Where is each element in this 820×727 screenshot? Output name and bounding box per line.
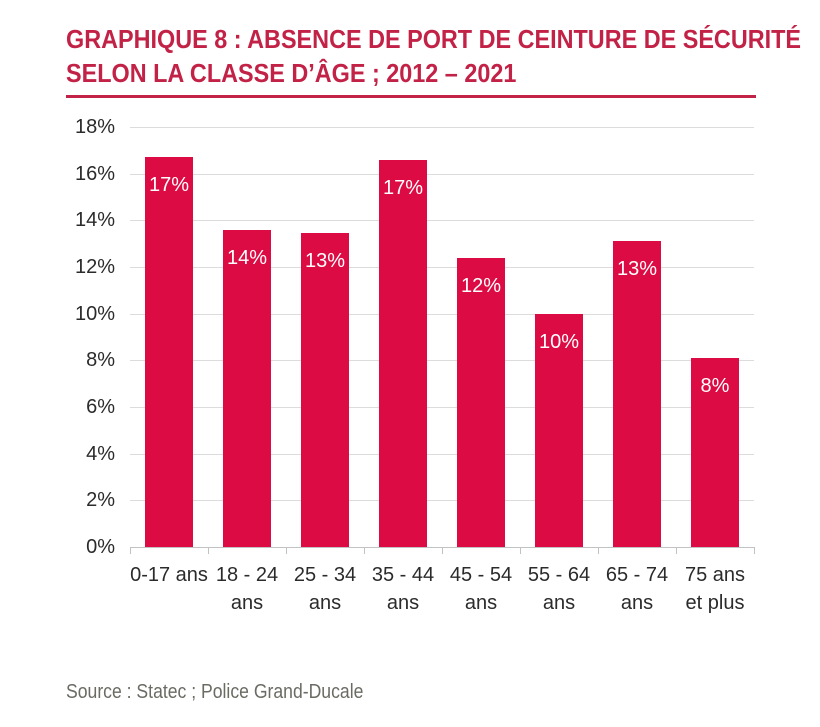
bar-value-label: 13% [304, 250, 346, 272]
source-note: Source : Statec ; Police Grand-Ducale [66, 681, 364, 703]
x-axis-tick [598, 547, 599, 554]
bar [145, 157, 193, 547]
bar [691, 358, 739, 547]
bar [223, 230, 271, 547]
x-axis-tick [754, 547, 755, 554]
x-axis-category-label-line: 25 - 34 [293, 564, 357, 586]
x-axis-category-label-line: et plus [685, 592, 745, 614]
x-axis-category-label [667, 561, 763, 617]
x-axis-category-label-line: ans [620, 592, 654, 614]
bar-value-label: 13% [616, 258, 658, 280]
bar [457, 258, 505, 547]
bar-value-label: 10% [538, 331, 580, 353]
x-axis-tick [286, 547, 287, 554]
gridline [130, 127, 754, 128]
chart-title-line1: GRAPHIQUE 8 : ABSENCE DE PORT DE CEINTURE DE SÉCURITÉ [66, 24, 802, 54]
bar [301, 233, 349, 547]
x-axis-tick [442, 547, 443, 554]
y-axis-tick-label: 14% [74, 209, 115, 231]
y-axis-tick-label: 6% [86, 396, 115, 418]
x-axis-tick [208, 547, 209, 554]
y-axis-tick-label: 12% [74, 256, 115, 278]
x-axis-category-label-line: ans [230, 592, 264, 614]
y-axis-tick-label: 0% [86, 536, 115, 558]
bar-value-label: 8% [700, 375, 730, 397]
x-axis-category-label-line: 65 - 74 [605, 564, 669, 586]
x-axis-category-label-line: 0-17 ans [130, 564, 208, 586]
x-axis-category-label-line: 35 - 44 [371, 564, 435, 586]
bar-value-label: 17% [148, 174, 190, 196]
y-axis-tick-label: 10% [74, 303, 115, 325]
bar-value-label: 12% [460, 275, 502, 297]
x-axis-category-label-line: ans [464, 592, 498, 614]
y-axis-tick-label: 18% [74, 116, 115, 138]
y-axis-tick-label: 16% [74, 163, 115, 185]
x-axis-tick [520, 547, 521, 554]
x-axis-tick [130, 547, 131, 554]
bar-value-label: 17% [382, 177, 424, 199]
x-axis-category-label-line: 45 - 54 [449, 564, 513, 586]
x-axis-tick [676, 547, 677, 554]
bar [379, 160, 427, 547]
y-axis-tick-label: 4% [86, 443, 115, 465]
bar [613, 241, 661, 547]
y-axis-tick-label: 2% [86, 489, 115, 511]
bar [535, 314, 583, 547]
chart-title-line2: SELON LA CLASSE D’ÂGE ; 2012 – 2021 [66, 58, 517, 88]
x-axis-category-label-line: ans [386, 592, 420, 614]
y-axis-tick-label: 8% [86, 349, 115, 371]
x-axis-category-label-line: 55 - 64 [527, 564, 591, 586]
x-axis-category-label-line: ans [542, 592, 576, 614]
gridline [130, 220, 754, 221]
x-axis-category-label-line: ans [308, 592, 342, 614]
x-axis-category-label-line: 75 ans [684, 564, 746, 586]
gridline [130, 174, 754, 175]
x-axis-tick [364, 547, 365, 554]
bar-value-label: 14% [226, 247, 268, 269]
x-axis-category-label-line: 18 - 24 [215, 564, 279, 586]
